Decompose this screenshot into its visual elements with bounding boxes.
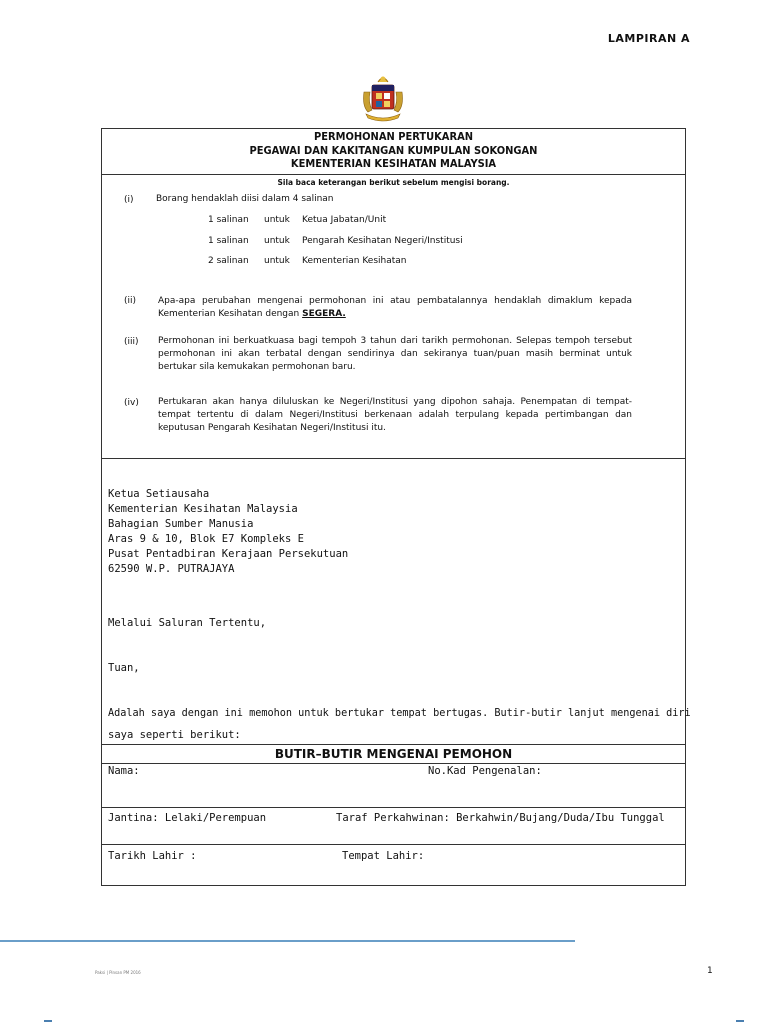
address-line: Pusat Pentadbiran Kerajaan Persekutuan [108, 548, 349, 560]
form-title [102, 129, 685, 175]
letter-box [101, 459, 691, 744]
nama-field[interactable]: Nama: [108, 765, 140, 777]
instructions-box [101, 128, 686, 459]
address-line: Bahagian Sumber Manusia [108, 518, 254, 530]
item-number: (iv) [124, 398, 139, 408]
copy-recipient: Kementerian Kesihatan [302, 256, 407, 266]
copy-untuk: untuk [264, 215, 290, 225]
tempat-lahir-field[interactable]: Tempat Lahir: [342, 850, 425, 862]
segera-emphasis: SEGERA. [302, 309, 346, 319]
copy-untuk: untuk [264, 256, 290, 266]
copy-qty: 2 salinan [208, 256, 249, 266]
instruction-text: Pertukaran akan hanya diluluskan ke Negeri/Institusi yang dipohon sahaja. Penempatan di tempat-tempat tertentu di dalam Negeri/Institusi berkenaan adalah terpulang kepada pertimbangan dan keputusan Pengarah Kesihatan Negeri/Institusi itu. [158, 397, 632, 433]
address-line: Aras 9 & 10, Blok E7 Kompleks E [108, 533, 304, 545]
address-line: Ketua Setiausaha [108, 488, 210, 500]
copy-recipient: Ketua Jabatan/Unit [302, 215, 387, 225]
address-line: Kementerian Kesihatan Malaysia [108, 503, 298, 515]
address-line: 62590 W.P. PUTRAJAYA [108, 563, 235, 575]
copy-untuk: untuk [264, 236, 290, 246]
sila-note: Sila baca keterangan berikut sebelum mengisi borang. [277, 178, 510, 187]
row-divider [102, 844, 685, 845]
jantina-field[interactable]: Jantina: Lelaki/Perempuan [108, 812, 267, 824]
copy-qty: 1 salinan [208, 236, 249, 246]
title-line: KEMENTERIAN KESIHATAN MALAYSIA [290, 157, 497, 170]
malaysia-coat-of-arms-icon [356, 72, 410, 124]
address-block [108, 487, 348, 577]
corner-mark [736, 1020, 744, 1022]
kad-pengenalan-field[interactable]: No.Kad Pengenalan: [428, 765, 542, 777]
footer-note: Paksi | Pinsan PM 2016 [95, 970, 141, 975]
item-number: (i) [124, 195, 134, 205]
item-number: (iii) [124, 337, 139, 347]
instruction-text: Permohonan ini berkuatkuasa bagi tempoh 3 tahun dari tarikh permohonan. Selepas tempoh tersebut permohonan ini akan terbatal dengan sendirinya dan sekiranya tuan/puan masih berminat untuk bertukar sila kemukakan permohonan baru. [158, 336, 632, 372]
corner-mark [44, 1020, 52, 1022]
tarikh-lahir-field[interactable]: Tarikh Lahir : [108, 850, 197, 862]
title-line: PEGAWAI DAN KAKITANGAN KUMPULAN SOKONGAN [249, 143, 538, 157]
instruction-text [158, 295, 632, 321]
row-divider [102, 807, 685, 808]
title-line: PERMOHONAN PERTUKARAN [313, 130, 474, 143]
page-number: 1 [707, 966, 713, 976]
copy-qty: 1 salinan [208, 215, 249, 225]
melalui-text: Melalui Saluran Tertentu, [108, 617, 267, 629]
instruction-body: Apa-apa perubahan mengenai permohonan ini atau pembatalannya hendaklah dimaklum kepada Kementerian Kesihatan dengan [158, 296, 632, 319]
details-heading: BUTIR–BUTIR MENGENAI PEMOHON [102, 745, 685, 764]
body-line: saya seperti berikut: [108, 729, 241, 741]
applicant-details-table [101, 744, 686, 886]
salutation: Tuan, [108, 662, 140, 674]
item-number: (ii) [124, 296, 137, 306]
footer-divider [0, 940, 575, 942]
copy-recipient: Pengarah Kesihatan Negeri/Institusi [302, 236, 463, 246]
body-line: Adalah saya dengan ini memohon untuk bertukar tempat bertugas. Butir-butir lanjut mengenai diri [108, 708, 691, 719]
lampiran-label: LAMPIRAN A [607, 32, 690, 45]
instruction-text: Borang hendaklah diisi dalam 4 salinan [156, 194, 334, 204]
taraf-perkahwinan-field[interactable]: Taraf Perkahwinan: Berkahwin/Bujang/Duda/Ibu Tunggal [336, 812, 665, 824]
